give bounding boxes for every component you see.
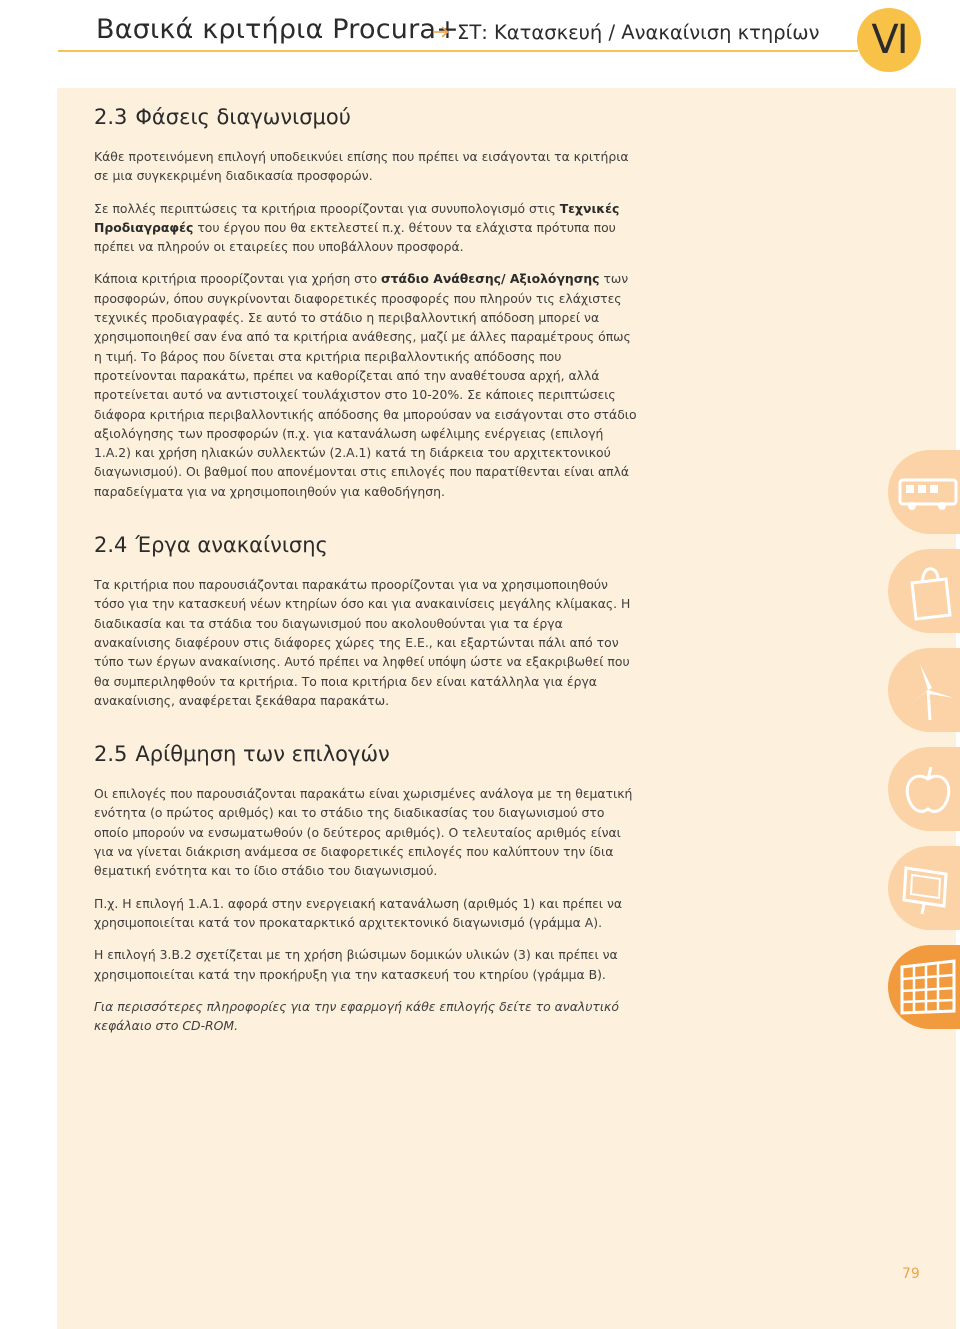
bold-term: Τεχνικές Προδιαγραφές [94, 200, 620, 235]
side-tab-it[interactable] [888, 846, 960, 930]
section-title: Αρίθμηση των επιλογών [135, 742, 390, 767]
section-heading-2-3 [94, 103, 639, 131]
section-title: Έργα ανακαίνισης [135, 533, 328, 558]
page-header [0, 0, 960, 80]
paragraph: Τα κριτήρια που παρουσιάζονται παρακάτω προορίζονται για να χρησιμοποιηθούν τόσο για την κατασκευή νέων κτηρίων όσο και για ανακαινίσεις μεγάλης κλίμακας. Η διαδικασία και τα στάδια του διαγωνισμού που ακολουθούνται για τα έργα ανακαίνισης διαφέρουν στις διάφορες χώρες της Ε.Ε., και εξαρτώνται πάλι από τον τύπο των έργων ανακαίνισης. Αυτό πρέπει να ληφθεί υπόψη ώστε να εξακριβωθεί που θα συμπεριληφθούν τα κριτήρια. Το ποια κριτήρια δεν είναι κατάλληλα για έργα ανακαίνισης, αναφέρεται ξεκάθαρα παρακάτω. [94, 577, 631, 708]
page-number: 79 [902, 1266, 920, 1282]
chapter-badge: VI [857, 8, 921, 72]
side-tab-textiles[interactable] [888, 549, 960, 633]
apple-icon [898, 759, 958, 819]
paragraph: Οι επιλογές που παρουσιάζονται παρακάτω είναι χωρισμένες ανάλογα με τη θεματική ενότητα (ο πρώτος αριθμός) και το στάδιο της διαδικασίας του διαγωνισμού στο οποίο μπορούν να ενσωματωθούν (ο δεύτερος αριθμός). Ο τελευταίος αριθμός είναι για να γίνεται διάκριση ανάμεσα σε διαφορετικές επιλογές που καλύπτουν την ίδια θεματική ενότητα και το ίδιο στάδιο του διαγωνισμού. [94, 786, 633, 879]
document-title: Βασικά κριτήρια Procura+ [96, 14, 459, 45]
section-heading-2-4 [94, 531, 639, 559]
cd-rom-note: Για περισσότερες πληροφορίες για την εφαρμογή κάθε επιλογής δείτε το αναλυτικό κεφάλαιο στο CD-ROM. [94, 998, 619, 1034]
text-run: Σε πολλές περιπτώσεις τα κριτήρια προορίζονται για συνυπολογισμό στις [94, 200, 560, 216]
paragraph [94, 199, 639, 257]
section-number: 2.5 [94, 742, 128, 767]
bold-term: στάδιο Ανάθεσης/ Αξιολόγησης [381, 271, 600, 287]
paragraph: Η επιλογή 3.Β.2 σχετίζεται με τη χρήση βιώσιμων δομικών υλικών (3) και πρέπει να χρησιμοποιείται κατά την προκήρυξη για την κατασκευή του κτηρίου (γράμμα Β). [94, 947, 618, 982]
section-subtitle: ΣΤ: Κατασκευή / Ανακαίνιση κτηρίων [457, 21, 820, 44]
paragraph: Π.χ. Η επιλογή 1.Α.1. αφορά στην ενεργειακή κατανάλωση (αριθμός 1) και πρέπει να χρησιμοποιείται κατά τον προκαταρκτικό αρχιτεκτονικό διαγωνισμό (γράμμα Α). [94, 895, 623, 930]
main-content [94, 103, 639, 1035]
wind-turbine-icon [898, 660, 958, 720]
section-heading-2-5 [94, 740, 639, 768]
side-tab-transport[interactable] [888, 450, 960, 534]
text-run: Κάποια κριτήρια προορίζονται για χρήση στο [94, 271, 381, 287]
paragraph: Κάθε προτεινόμενη επιλογή υποδεικνύει επίσης που πρέπει να εισάγονται τα κριτήρια σε μια συγκεκριμένη διαδικασία προσφορών. [94, 149, 629, 184]
bus-icon [898, 462, 958, 522]
building-icon [898, 957, 958, 1017]
header-rule [58, 50, 858, 52]
text-run: των προσφορών, όπου συγκρίνονται διαφορετικές προσφορές που πληρούν τις ελάχιστες τεχνικές προδιαγραφές. Σε αυτό το στάδιο η περιβαλλοντική απόδοση μπορεί να χρησιμοποιηθεί σαν ένα από τα κριτήρια ανάθεσης, μαζί με άλλες παραμέτρους όπως η τιμή. Το βάρος που δίνεται στα κριτήρια περιβαλλοντικής απόδοσης που προτείνονται παρακάτω, πρέπει να καθορίζεται από την αναθέτουσα αρχή, αλλά προτείνεται αυτό να αντιστοιχεί τουλάχιστον στο 10-20%. Σε κάποιες περιπτώσεις διάφορα κριτήρια περιβαλλοντικής απόδοσης θα μπορούσαν να εισάγονται στο στάδιο αξιολόγησης των προσφορών (π.χ. για κατανάλωση ωφέλιμης ενέργειας (επιλογή 1.Α.2) και χρήση ηλιακών συλλεκτών (2.Α.1) κατά τη διάρκεια του αρχιτεκτονικού διαγωνισμού). Οι βαθμοί που απονέμονται στις επιλογές που παρατίθενται είναι απλά παραδείγματα για να χρησιμοποιηθούν για καθοδήγηση. [94, 271, 637, 499]
text-run: του έργου που θα εκτελεστεί π.χ. θέτουν τα ελάχιστα πρότυπα που πρέπει να πληρούν οι εταιρείες που υποβάλλουν προσφορά. [94, 219, 616, 255]
paragraph [94, 269, 639, 501]
side-tab-food[interactable] [888, 747, 960, 831]
side-tab-construction[interactable] [888, 945, 960, 1029]
computer-monitor-icon [898, 858, 958, 918]
arrow-right-icon [432, 25, 450, 39]
side-tab-energy[interactable] [888, 648, 960, 732]
section-number: 2.3 [94, 105, 128, 129]
section-title: Φάσεις διαγωνισμού [135, 105, 351, 129]
section-number: 2.4 [94, 533, 128, 558]
shopping-bag-icon [898, 561, 958, 621]
